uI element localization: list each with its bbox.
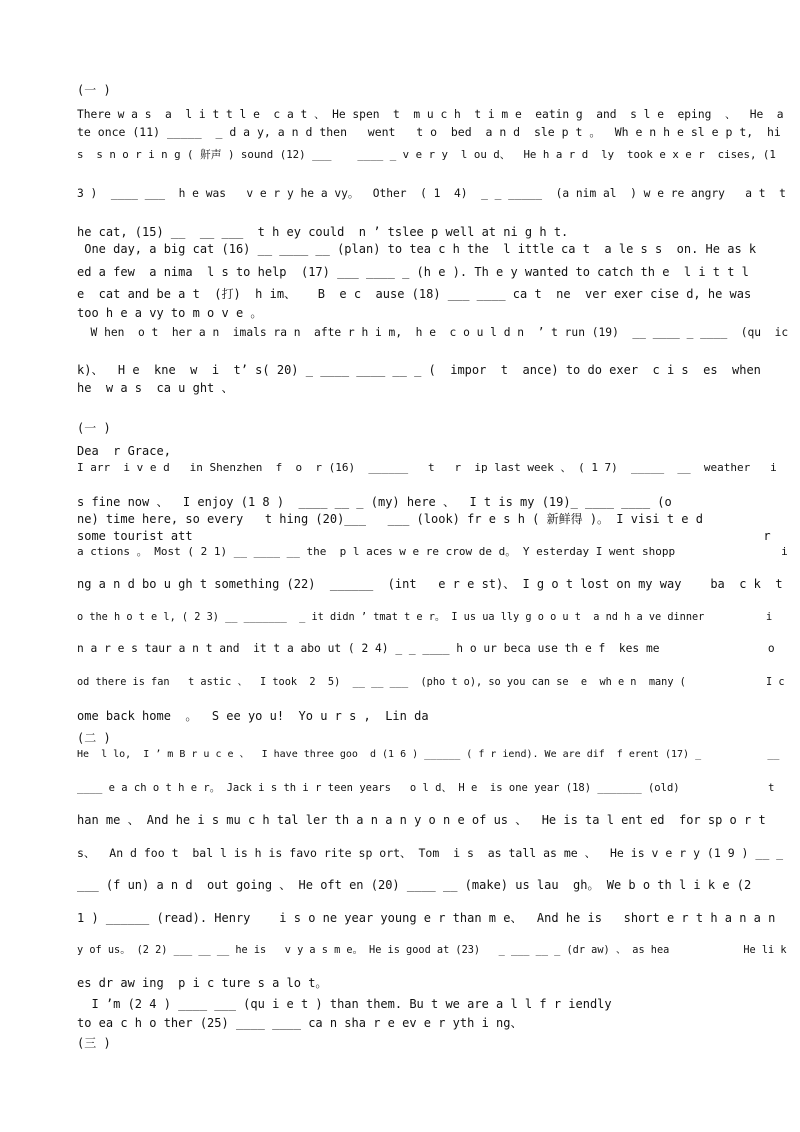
passage-line: s fine now 、 I enjoy (1 8 ) ____ __ _ (my) here 、 I t is my (19)_ ____ ____ (o	[77, 495, 672, 509]
passage-line: One day, a big cat (16) __ ____ __ (plan) to tea c h the l ittle ca t a le s s on. He as k	[77, 242, 757, 256]
passage-line: ed a few a nima l s to help (17) ___ ____ _ (h e ). Th e y wanted to catch th e l i t t l	[77, 265, 749, 279]
passage-line: He l lo, I ’ m B r u c e 、 I have three goo d (1 6 ) ______ ( f r iend). We are dif f erent (17) _ __	[77, 749, 780, 760]
passage-line: to ea c h o ther (25) ____ ____ ca n sha r e ev e r yth i ng、	[77, 1016, 523, 1030]
passage-line: ng a n d bo u gh t something (22) ______ (int e r e st)、 I g o t lost on my way ba c k t	[77, 577, 783, 591]
passage-line: he w a s ca u ght 、	[77, 381, 234, 395]
passage-line: s、 An d foo t bal l is h is favo rite sp ort、 Tom i s as tall as me 、 He is v e r y (1 9 ) __ _	[77, 846, 784, 860]
passage-line: I arr i v e d in Shenzhen f o r (16) ______ t r ip last week 、 ( 1 7) _____ __ weather i	[77, 461, 777, 474]
passage-line: ome back home 。 S ee yo u! Yo u r s , Lin da	[77, 709, 429, 723]
section-heading-1: (一 )	[77, 83, 111, 97]
passage-line: 1 ) ______ (read). Henry i s o ne year young e r than m e、 And he is short e r t h a n a n	[77, 911, 776, 925]
passage-line: There w a s a l i t t l e c a t 、 He spen t m u c h t i m e eatin g and s l e eping 、 He a	[77, 108, 784, 121]
passage-line: k)、 H e kne w i t’ s( 20) _ ____ ____ __ _ ( impor t ance) to do exer c i s es when	[77, 363, 761, 377]
passage-line: n a r e s taur a n t and it t a abo ut ( 2 4) _ _ ____ h o ur beca use th e f kes me o	[77, 642, 775, 655]
passage-line: ___ (f un) a n d out going 、 He oft en (20) ____ __ (make) us lau gh。 We b o th l i k e (2	[77, 878, 752, 892]
passage-line: ____ e a ch o t h e r。 Jack i s th i r teen years o l d、 H e is one year (18) _______ (old) t	[77, 782, 775, 794]
passage-line: too h e a vy to m o v e 。	[77, 306, 263, 320]
passage-line: te once (11) _____ _ d a y, a n d then went t o bed a n d sle p t 。 Wh e n h e sl e p t, hi	[77, 125, 781, 139]
passage-line: y of us。 (2 2) ___ __ __ he is v y a s m e。 He is good at (23) _ ___ __ _ (dr aw) 、 as hea He li k	[77, 944, 787, 956]
section-heading-4: (三 )	[77, 1036, 111, 1050]
passage-line: ne) time here, so every t hing (20)___ ___ (look) fr e s h ( 新鲜得 )。 I visi t e d	[77, 512, 703, 526]
passage-line: e cat and be a t (打) h im、 B e c ause (18) ___ ____ ca t ne ver exer cise d, he was	[77, 287, 752, 301]
passage-line: I ’m (2 4 ) ____ ___ (qu i e t ) than them. Bu t we are a l l f r iendly	[77, 997, 612, 1011]
passage-line: es dr aw ing p i c ture s a lo t。	[77, 976, 328, 990]
passage-line: 3 ) ____ ___ h e was v e r y he a vy。 Other ( 1 4) _ _ _____ (a nim al ) w e re angry a t t	[77, 187, 786, 200]
passage-line: Dea r Grace,	[77, 444, 171, 458]
section-heading-3: (二 )	[77, 731, 111, 745]
passage-line: some tourist att r	[77, 529, 771, 543]
passage-line: s s n o r i n g ( 鼾声 ) sound (12) ___ ____ _ v e r y l ou d、 He h a r d ly took e x e r cises, (1	[77, 148, 776, 161]
passage-line: a ctions 。 Most ( 2 1) __ ____ __ the p l aces w e re crow de d。 Y esterday I went shopp i	[77, 545, 788, 558]
passage-line: W hen o t her a n imals ra n afte r h i m, h e c o u l d n ’ t run (19) __ ____ _ ____ (qu ic	[77, 326, 789, 339]
passage-line: o the h o t e l, ( 2 3) __ _______ _ it didn ’ tmat t e r。 I us ua lly g o o u t a nd h a ve dinner i	[77, 611, 773, 623]
passage-line: od there is fan t astic 、 I took 2 5) __ __ ___ (pho t o), so you can se e wh e n many ( I c	[77, 676, 785, 688]
passage-line: he cat, (15) __ __ ___ t h ey could n ’ tslee p well at ni g h t.	[77, 225, 569, 239]
passage-line: han me 、 And he i s mu c h tal ler th a n a n y o n e of us 、 He is ta l ent ed for sp o r t	[77, 813, 766, 827]
section-heading-2: (一 )	[77, 421, 111, 435]
